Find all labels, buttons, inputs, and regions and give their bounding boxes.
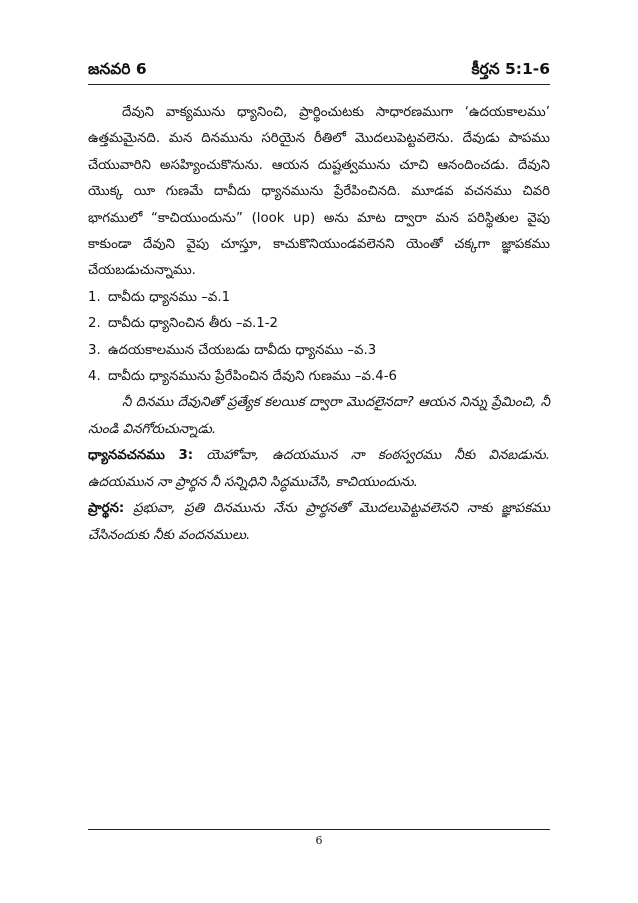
intro-paragraph: దేవుని వాక్యమును ధ్యానించి, ప్రార్థించుటకు సాధారణముగా ‘ఉదయకాలము’ ఉత్తమమైనది. మన దినమును సరియైన రీతిలో మొదలుపెట్టవలెను. దేవుడు పాపము చేయువారిని అసహ్యించుకొనును. ఆయన దుష్టత్వమును చూచి ఆనందించడు. దేవుని యొక్క యీ గుణమే దావీదు ధ్యానమును ప్రేరేపించినది. మూడవ వచనము చివరి భాగములో “కాచియుందును” (look up) అను మాట ద్వారా మన పరిస్థితుల వైపు కాకుండా దేవుని వైపు చూస్తూ, కాచుకొనియుండవలెనని యెంతో చక్కగా జ్ఞాపకము చేయబడుచున్నాము.	[88, 105, 550, 279]
outline-item	[88, 364, 550, 390]
outline-item-text: దావీదు ధ్యానమును ప్రేరేపించిన దేవుని గుణము –వ.4-6	[108, 369, 397, 385]
header-scripture-reference: కీర్తన 5:1-6	[471, 60, 550, 78]
footer-rule	[88, 829, 550, 830]
meditation-verse	[88, 443, 550, 496]
outline-item-number: 4.	[88, 369, 101, 385]
meditation-verse-label: ధ్యానవచనము 3:	[88, 448, 194, 464]
header-rule	[88, 84, 550, 85]
outline-item-text: దావీదు ధ్యానము –వ.1	[108, 289, 231, 305]
meditation-verse-text: యెహోవా, ఉదయమున నా కంఠస్వరము నీకు వినబడును. ఉదయమున నా ప్రార్థన నీ సన్నిధిని సిద్ధముచేసి, కాచియుందును.	[88, 448, 550, 490]
outline-item-number: 3.	[88, 342, 101, 358]
outline-item	[88, 285, 550, 311]
outline-item-number: 1.	[88, 289, 101, 305]
outline-item-number: 2.	[88, 316, 101, 332]
outline-item-text: దావీదు ధ్యానించిన తీరు –వ.1-2	[108, 316, 278, 332]
page-header	[88, 58, 550, 84]
page-body	[88, 100, 550, 549]
page-number: 6	[315, 834, 323, 847]
prayer-label: ప్రార్థన:	[88, 501, 125, 517]
header-date: జనవరి 6	[88, 60, 147, 78]
prayer	[88, 496, 550, 549]
outline-list	[88, 285, 550, 391]
outline-item	[88, 338, 550, 364]
outline-item-text: ఉదయకాలమున చేయబడు దావీదు ధ్యానము –వ.3	[108, 342, 377, 358]
outline-item	[88, 311, 550, 337]
prayer-text: ప్రభువా, ప్రతి దినమును నేను ప్రార్థనతో మొదలుపెట్టవలెనని నాకు జ్ఞాపకము చేసినందుకు నీకు వందనములు.	[88, 501, 550, 543]
reflection-paragraph: నీ దినము దేవునితో ప్రత్యేక కలయిక ద్వారా మొదలైనదా? ఆయన నిన్ను ప్రేమించి, నీ నుండి వినగోరుచున్నాడు.	[88, 395, 550, 437]
